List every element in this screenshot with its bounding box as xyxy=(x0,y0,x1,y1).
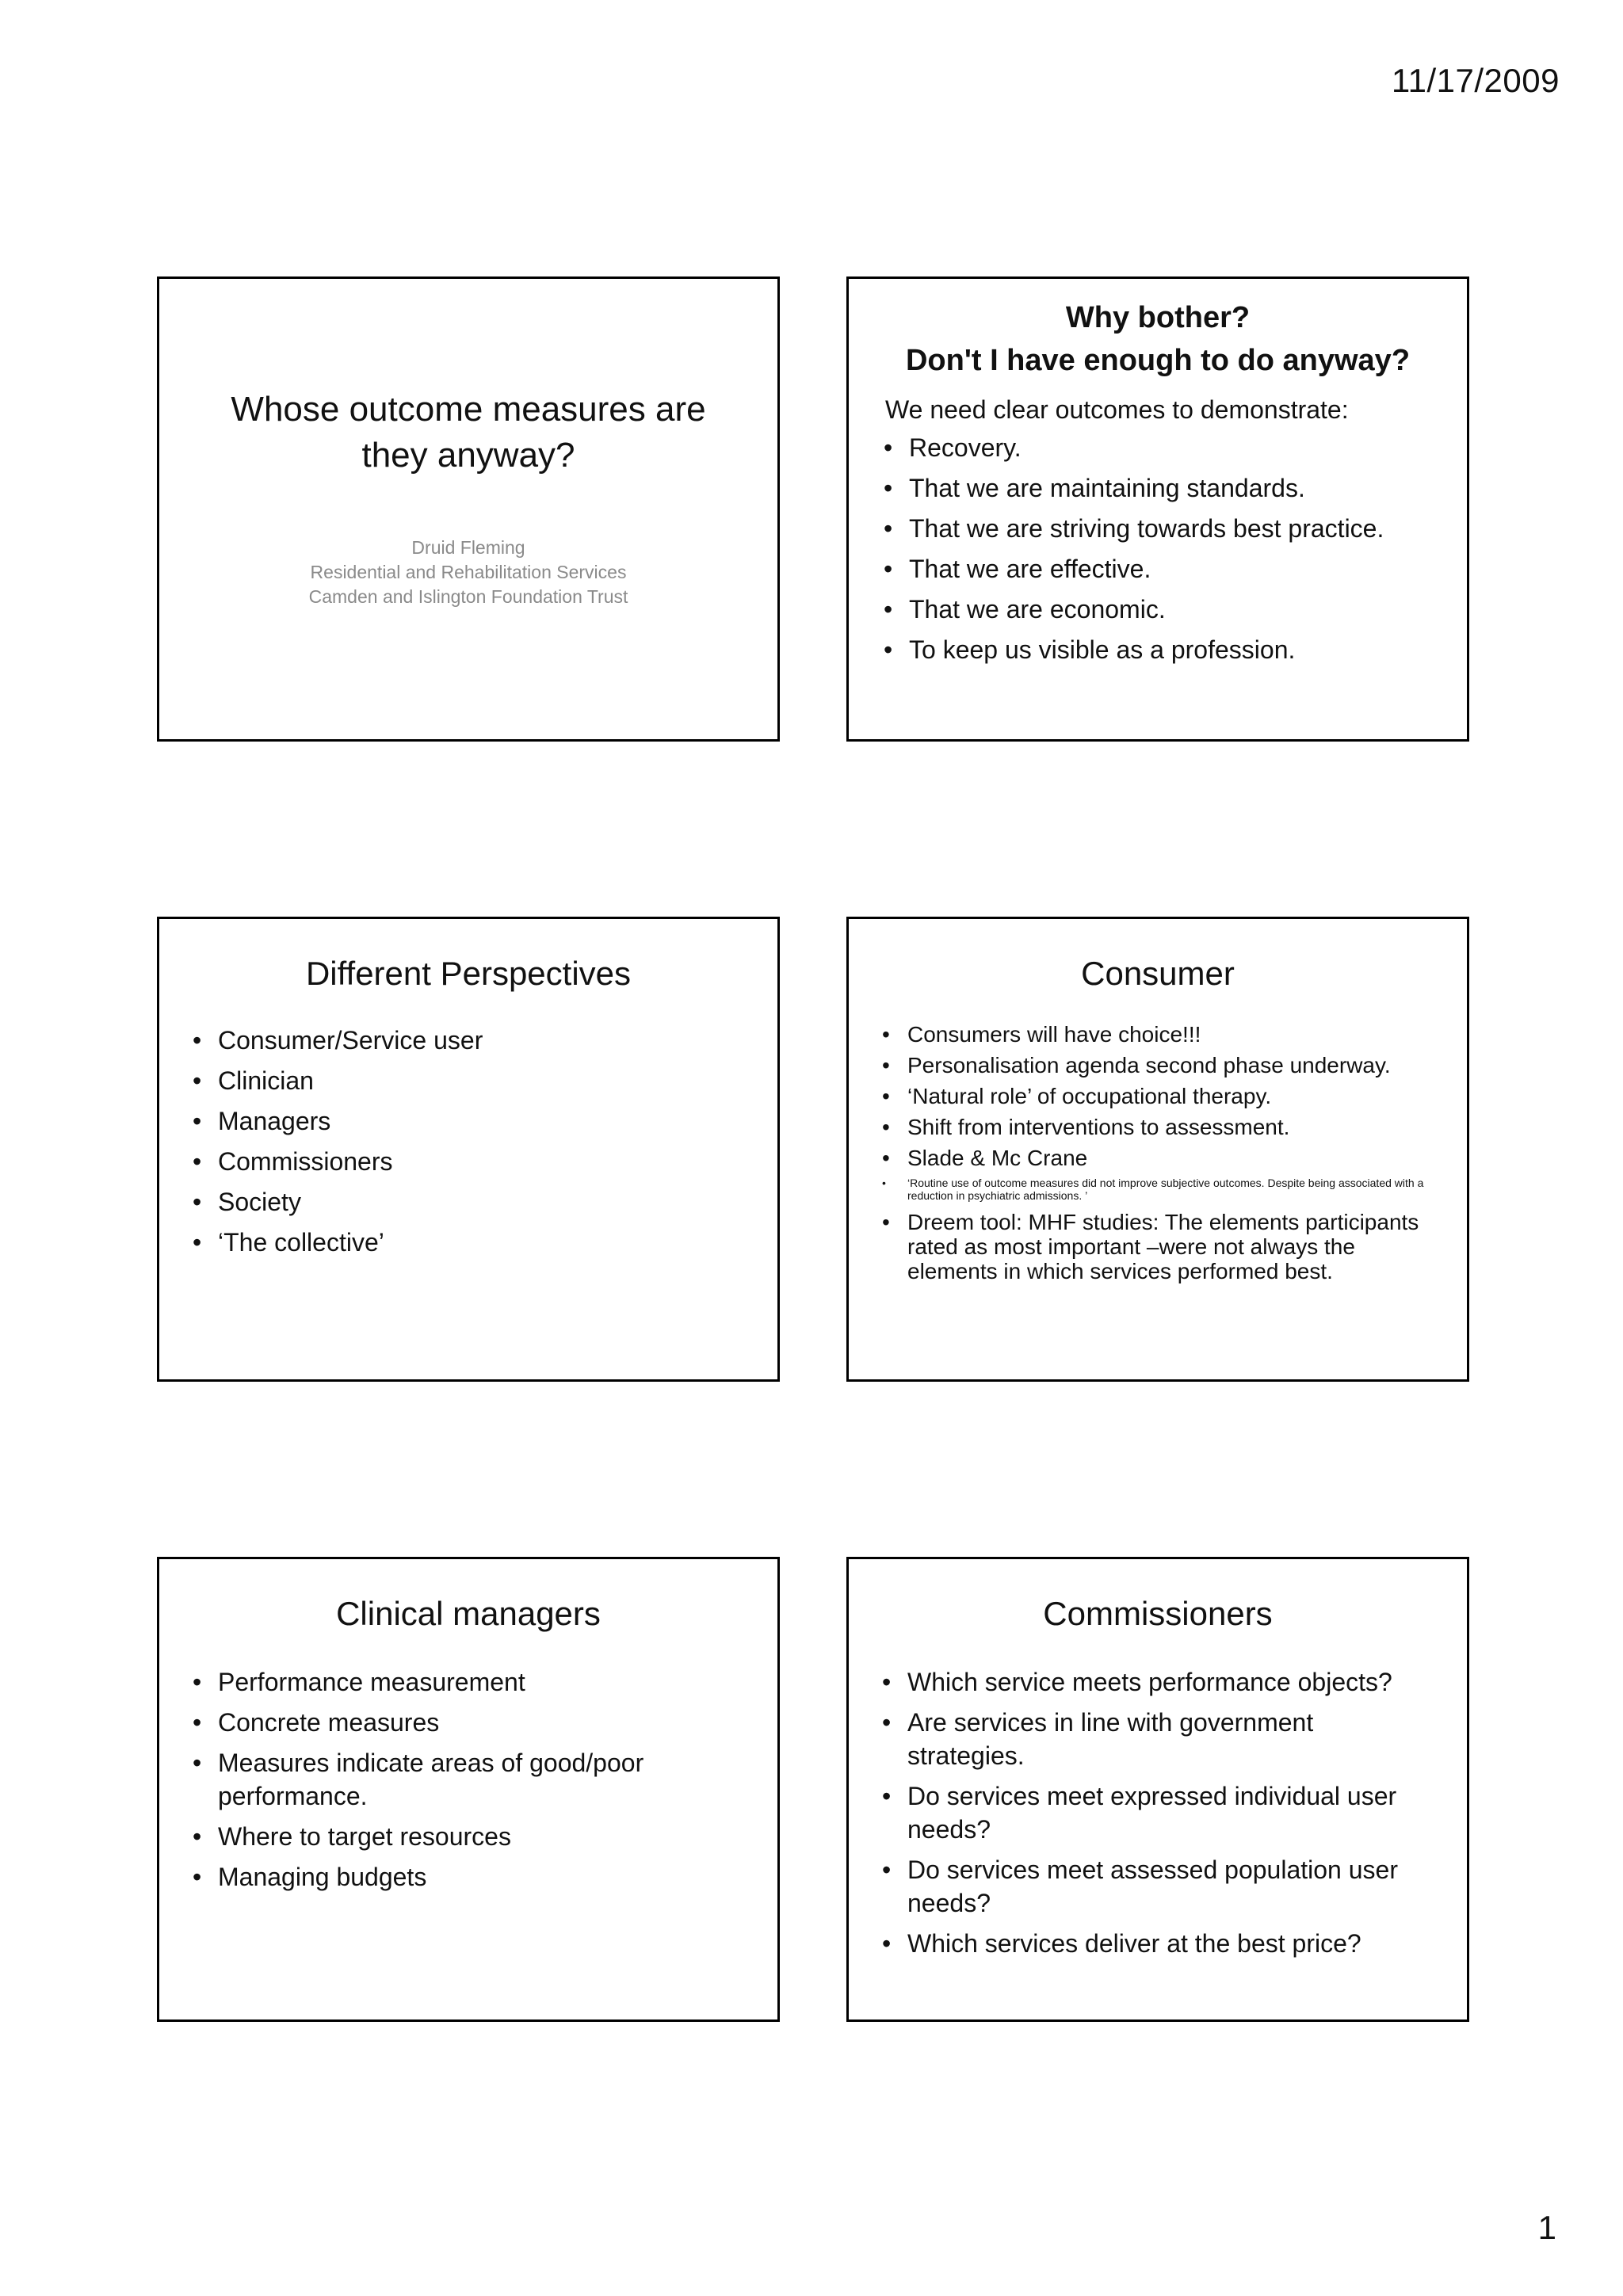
bullet-item: • That we are economic. xyxy=(909,593,1435,626)
presentation-title: Whose outcome measures are they anyway? xyxy=(231,390,706,475)
page-date: 11/17/2009 xyxy=(1391,62,1560,99)
heading-line-1: Why bother? xyxy=(1065,301,1251,334)
slide-heading: Consumer xyxy=(1081,955,1235,992)
bullet-item: • Which services deliver at the best price? xyxy=(907,1927,1435,1960)
bullet-list xyxy=(849,1665,1467,1960)
bullet-item: • That we are effective. xyxy=(909,552,1435,585)
slide-consumer xyxy=(846,917,1469,1382)
slide-heading xyxy=(873,296,1443,382)
author-department: Residential and Rehabilitation Services xyxy=(310,562,627,582)
bullet-item: • Are services in line with government strategies. xyxy=(907,1706,1435,1772)
bullet-item: • Commissioners xyxy=(218,1145,746,1178)
slide-heading: Different Perspectives xyxy=(305,955,632,992)
bullet-item: • Recovery. xyxy=(909,431,1435,464)
presentation-subtitle xyxy=(159,536,777,609)
bullet-item: • Slade & Mc Crane xyxy=(907,1146,1443,1171)
bullet-item: • Dreem tool: MHF studies: The elements participants rated as most important –were not always the elements in which services performed best. xyxy=(907,1210,1443,1283)
bullet-item: • Personalisation agenda second phase underway. xyxy=(907,1053,1443,1078)
bullet-item: • ‘The collective’ xyxy=(218,1226,746,1259)
bullet-item: • Managing budgets xyxy=(218,1860,746,1894)
page-number: 1 xyxy=(1537,2209,1556,2246)
slide-why-bother xyxy=(846,277,1469,742)
bullet-item: • To keep us visible as a profession. xyxy=(909,633,1435,666)
slide-heading: Clinical managers xyxy=(336,1595,601,1632)
bullet-item: • Where to target resources xyxy=(218,1820,746,1853)
bullet-item: • Concrete measures xyxy=(218,1706,746,1739)
bullet-item: • Society xyxy=(218,1185,746,1219)
slide-different-perspectives xyxy=(157,917,780,1382)
bullet-item: • Do services meet expressed individual user needs? xyxy=(907,1779,1435,1846)
bullet-list xyxy=(159,1024,777,1259)
bullet-list xyxy=(849,431,1467,666)
bullet-item: • Consumer/Service user xyxy=(218,1024,746,1057)
bullet-item: • That we are striving towards best practice. xyxy=(909,512,1435,545)
bullet-item: • Which service meets performance objects? xyxy=(907,1665,1435,1699)
author-organization: Camden and Islington Foundation Trust xyxy=(308,586,628,607)
bullet-item: • Shift from interventions to assessment. xyxy=(907,1115,1443,1140)
slide-commissioners xyxy=(846,1557,1469,2022)
bullet-item: • Do services meet assessed population user needs? xyxy=(907,1853,1435,1920)
bullet-item-quote: • ‘Routine use of outcome measures did not improve subjective outcomes. Despite being associated with a reduction in psychiatric admissions. ’ xyxy=(907,1177,1443,1202)
slide-lead-text: We need clear outcomes to demonstrate: xyxy=(885,395,1349,424)
author-name: Druid Fleming xyxy=(411,537,525,558)
bullet-item: • Clinician xyxy=(218,1064,746,1097)
bullet-list xyxy=(849,1022,1467,1283)
slide-heading: Commissioners xyxy=(1043,1595,1273,1632)
bullet-item: • That we are maintaining standards. xyxy=(909,471,1435,505)
bullet-list xyxy=(159,1665,777,1894)
bullet-item: • Performance measurement xyxy=(218,1665,746,1699)
bullet-item: • Measures indicate areas of good/poor performance. xyxy=(218,1746,746,1813)
heading-line-2: Don't I have enough to do anyway? xyxy=(905,344,1411,377)
slide-clinical-managers xyxy=(157,1557,780,2022)
bullet-item: • ‘Natural role’ of occupational therapy. xyxy=(907,1084,1443,1109)
slide-title xyxy=(157,277,780,742)
bullet-item: • Consumers will have choice!!! xyxy=(907,1022,1443,1047)
bullet-item: • Managers xyxy=(218,1104,746,1138)
